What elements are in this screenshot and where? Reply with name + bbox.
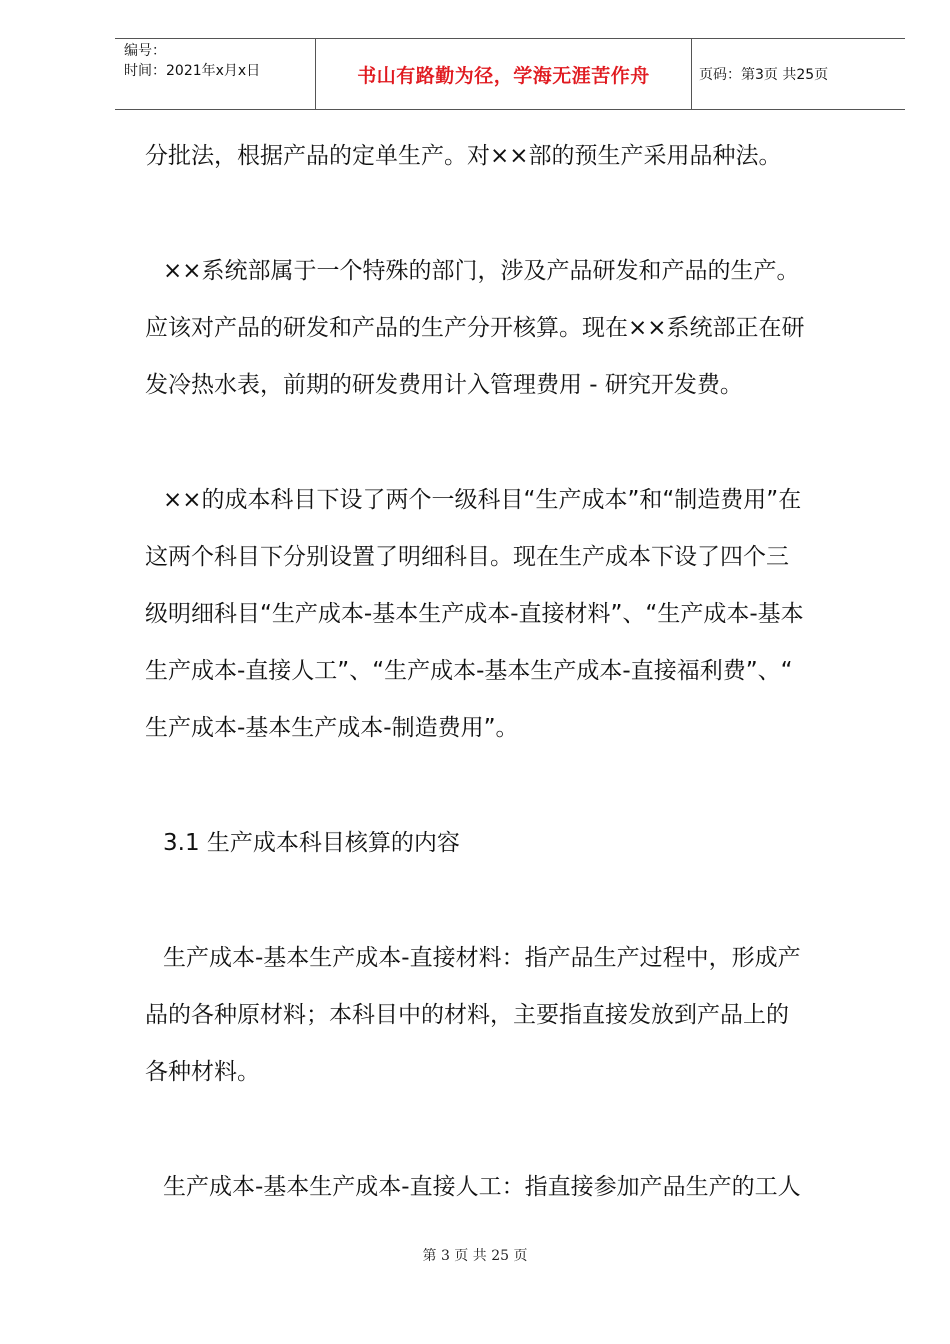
paragraph-line: 这两个科目下分别设置了明细科目。现在生产成本下设了四个三 bbox=[145, 544, 789, 570]
paragraph-line: 品的各种原材料；本科目中的材料，主要指直接发放到产品上的 bbox=[145, 1002, 789, 1028]
header-page-info-cell bbox=[690, 39, 905, 109]
paragraph-line: 应该对产品的研发和产品的生产分开核算。现在××系统部正在研 bbox=[145, 315, 805, 341]
page-footer: 第 3 页 共 25 页 bbox=[422, 1248, 528, 1264]
document-time-label: 时间：2021年x月x日 bbox=[124, 63, 261, 79]
paragraph-line: 发冷热水表，前期的研发费用计入管理费用 - 研究开发费。 bbox=[145, 372, 743, 398]
paragraph-line: 生产成本-基本生产成本-制造费用”。 bbox=[145, 715, 519, 741]
paragraph-line: 生产成本-基本生产成本-直接材料：指产品生产过程中，形成产 bbox=[163, 945, 801, 971]
paragraph-line: 级明细科目“生产成本-基本生产成本-直接材料”、“生产成本-基本 bbox=[145, 601, 804, 627]
document-body bbox=[145, 128, 875, 1216]
page-header bbox=[115, 38, 905, 110]
header-motto-cell bbox=[315, 39, 692, 109]
header-motto: 书山有路勤为径，学海无涯苦作舟 bbox=[357, 64, 650, 87]
paragraph-line: 各种材料。 bbox=[145, 1059, 260, 1085]
paragraph-line: 分批法，根据产品的定单生产。对××部的预生产采用品种法。 bbox=[145, 143, 782, 169]
section-heading: 3.1 生产成本科目核算的内容 bbox=[163, 830, 460, 856]
paragraph-line: ××系统部属于一个特殊的部门，涉及产品研发和产品的生产。 bbox=[163, 258, 800, 284]
paragraph-line: ××的成本科目下设了两个一级科目“生产成本”和“制造费用”在 bbox=[163, 487, 802, 513]
paragraph-line: 生产成本-直接人工”、“生产成本-基本生产成本-直接福利费”、“ bbox=[145, 658, 793, 684]
document-number-label: 编号： bbox=[124, 43, 166, 59]
header-meta bbox=[115, 39, 315, 109]
paragraph-line: 生产成本-基本生产成本-直接人工：指直接参加产品生产的工人 bbox=[163, 1174, 801, 1200]
header-page-info: 页码：第3页 共25页 bbox=[699, 67, 829, 83]
